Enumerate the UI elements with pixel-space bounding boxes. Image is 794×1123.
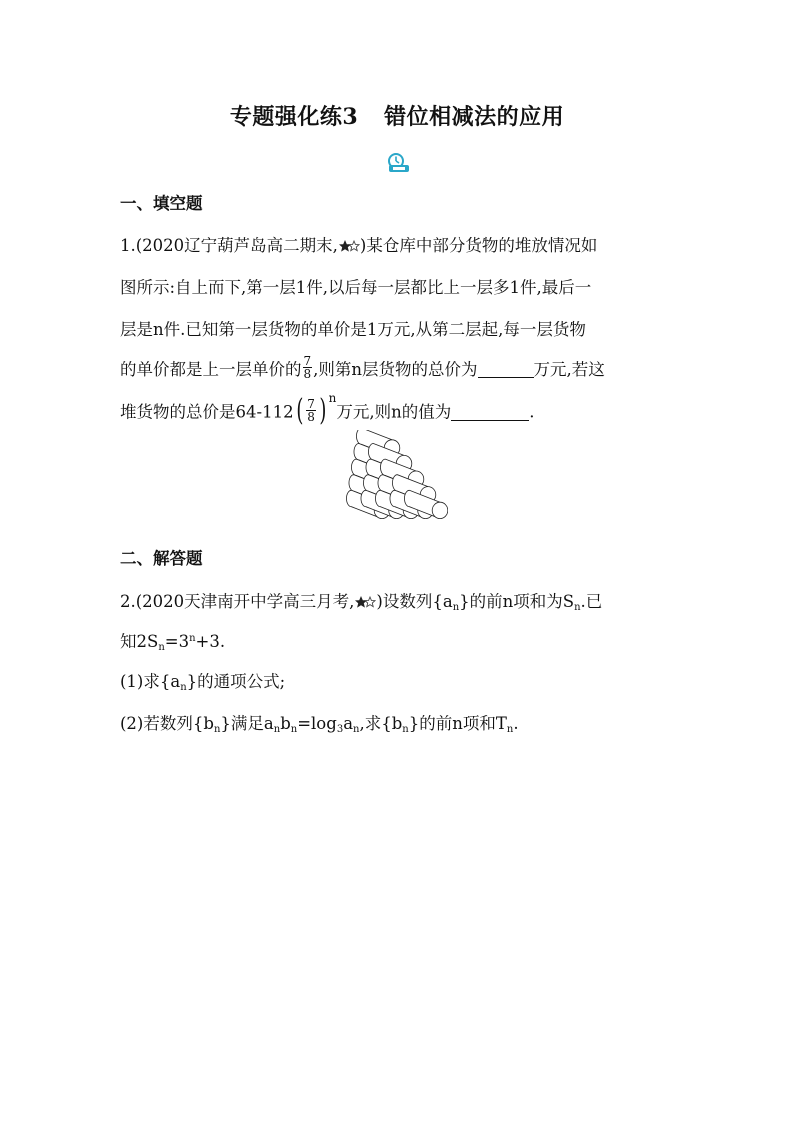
- q1-line-1: 1.(2020辽宁葫芦岛高二期末, )某仓库中部分货物的堆放情况如: [120, 236, 598, 255]
- answer-blank-2[interactable]: [451, 402, 529, 421]
- q2-line-1: 2.(2020天津南开中学高三月考, )设数列$\{a_n\}$的前n项和为$S_n$.已: [120, 592, 603, 613]
- cylinder-end: [432, 502, 448, 518]
- q2-part-2: (2)若数列$\{b_n\}$满足$a_nb_n=\log_3a_n$,求$\{b_n\}$的前n项和$T_n$.: [120, 714, 519, 735]
- title-part2: 错位相减法的应用: [384, 104, 565, 130]
- stacked-cylinders-figure: [344, 430, 448, 530]
- power-expression: ( $\frac{7}{8}$ ) $^n$: [295, 390, 337, 428]
- q2-line-2: 知$2S_n=3^n+3$.: [120, 632, 226, 653]
- difficulty-stars-icon: [338, 239, 360, 253]
- difficulty-stars-icon: [354, 595, 376, 609]
- q1-line-3: 层是n件.已知第一层货物的单价是1万元,从第二层起,每一层货物: [120, 320, 586, 339]
- q1-line-2: 图所示:自上而下,第一层1件,以后每一层都比上一层多1件,最后一: [120, 278, 592, 297]
- q2-part-1: (1)求$\{a_n\}$的通项公式;: [120, 672, 286, 693]
- q1-line-5: 堆货物的总价是64-112( $\frac{7}{8}$ ) $^n$万元,则n的值为 .: [120, 390, 535, 428]
- page-title: [0, 100, 794, 131]
- section-answer: 二、解答题: [120, 549, 203, 568]
- title-part1: 专题强化练3: [229, 104, 359, 130]
- section-fill-in: 一、填空题: [120, 194, 203, 213]
- q2-source: 2.(2020天津南开中学高三月考,: [120, 592, 355, 611]
- q1-source: 1.(2020辽宁葫芦岛高二期末,: [120, 236, 338, 255]
- answer-blank-1[interactable]: [478, 359, 534, 378]
- q1-line-4: 的单价都是上一层单价的 $\frac{7}{8}$ ,则第n层货物的总价为 万元,若这: [120, 354, 605, 381]
- fraction-seven-eighths: $\frac{7}{8}$: [303, 354, 312, 381]
- timer-logo-icon: [385, 152, 411, 174]
